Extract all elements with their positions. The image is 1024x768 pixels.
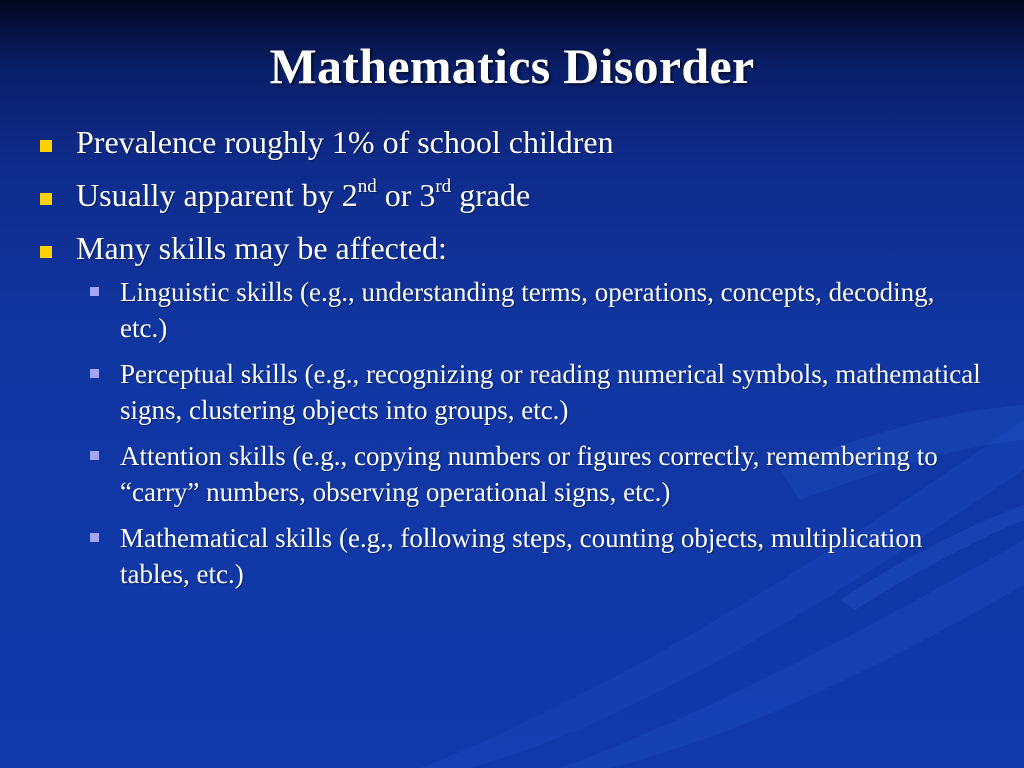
square-sub-bullet-icon	[90, 451, 99, 460]
slide-title: Mathematics Disorder	[269, 38, 755, 94]
sub-bullet-text: Linguistic skills (e.g., understanding terms, operations, concepts, decoding, etc.)	[120, 277, 935, 343]
square-bullet-icon	[40, 140, 52, 152]
bullet-text	[76, 177, 530, 213]
ordinal-suffix: nd	[357, 176, 377, 198]
ordinal-suffix: rd	[435, 176, 452, 198]
sub-bullet-item	[84, 520, 988, 592]
sub-bullet-item	[84, 274, 988, 346]
bullet-item	[36, 122, 988, 162]
square-sub-bullet-icon	[90, 369, 99, 378]
bullet-item	[36, 228, 988, 268]
bullet-text: Many skills may be affected:	[76, 230, 447, 266]
square-bullet-icon	[40, 193, 52, 205]
sub-bullet-text: Attention skills (e.g., copying numbers or figures correctly, remembering to “carry” numbers, observing operational signs, etc.)	[120, 441, 938, 507]
bullet-text-part: or 3	[376, 177, 436, 213]
bullet-list	[36, 122, 988, 602]
sub-bullet-item	[84, 438, 988, 510]
bullet-text: Prevalence roughly 1% of school children	[76, 124, 614, 160]
sub-bullet-text: Perceptual skills (e.g., recognizing or reading numerical symbols, mathematical signs, clustering objects into groups, etc.)	[120, 359, 981, 425]
bullet-text-part: grade	[451, 177, 531, 213]
sub-bullet-item	[84, 356, 988, 428]
bullet-item	[36, 175, 988, 215]
square-sub-bullet-icon	[90, 533, 99, 542]
square-bullet-icon	[40, 246, 52, 258]
square-sub-bullet-icon	[90, 287, 99, 296]
bullet-text-part: Usually apparent by 2	[76, 177, 358, 213]
sub-bullet-text: Mathematical skills (e.g., following steps, counting objects, multiplication tables, etc.)	[120, 523, 923, 589]
